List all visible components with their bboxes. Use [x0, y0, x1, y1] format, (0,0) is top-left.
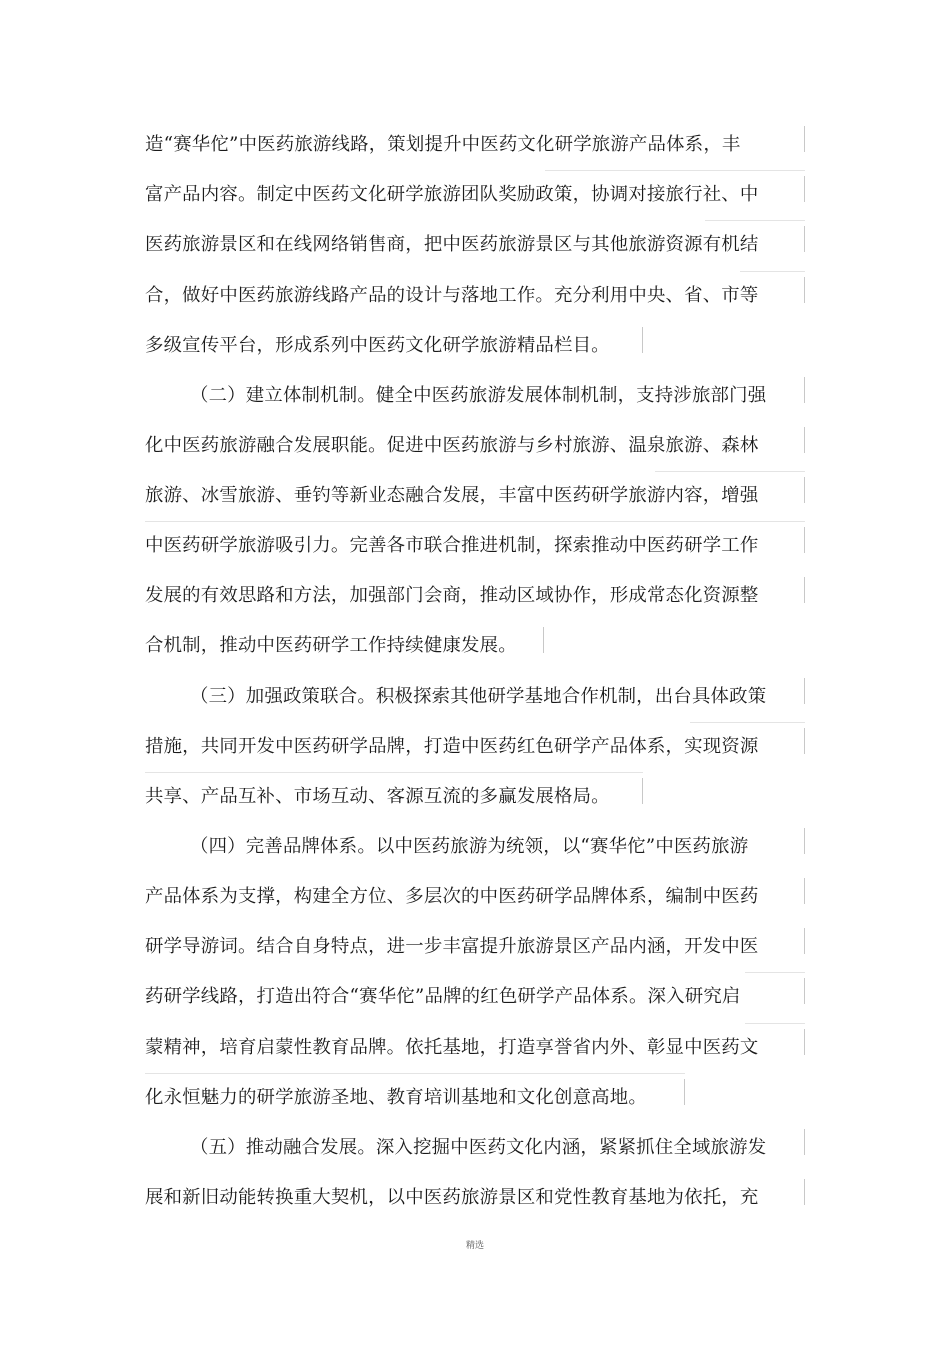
- table-border: [145, 1073, 685, 1074]
- table-border: [804, 226, 805, 252]
- table-border: [804, 1129, 805, 1155]
- table-border: [690, 722, 805, 723]
- page-footer-label: 精选: [465, 1241, 484, 1251]
- text-line: [145, 532, 805, 582]
- table-border: [804, 878, 805, 904]
- table-border: [804, 277, 805, 303]
- text-line: [145, 582, 805, 632]
- table-border: [740, 271, 805, 272]
- text-line: [145, 482, 805, 532]
- table-border: [804, 477, 805, 503]
- line-text: 多级宣传平台，形成系列中医药文化研学旅游精品栏目。: [145, 335, 610, 356]
- line-text: 展和新旧动能转换重大契机，以中医药旅游景区和党性教育基地为依托，充: [145, 1187, 759, 1208]
- paragraph-start-line: [145, 833, 805, 883]
- table-border: [705, 220, 805, 221]
- text-line: [145, 1084, 685, 1134]
- text-line: [145, 432, 805, 482]
- text-line: [145, 883, 805, 933]
- line-text: 蒙精神，培育启蒙性教育品牌。依托基地，打造享誉省内外、彰显中医药文: [145, 1037, 759, 1058]
- table-border: [804, 427, 805, 453]
- text-line: [145, 783, 643, 833]
- table-border: [545, 170, 805, 171]
- text-line: [145, 231, 805, 281]
- line-text: 研学导游词。结合自身特点，进一步丰富提升旅游景区产品内涵，开发中医: [145, 936, 759, 957]
- line-text: 中医药研学旅游吸引力。完善各市联合推进机制，探索推动中医药研学工作: [145, 535, 759, 556]
- table-border: [684, 1079, 685, 1105]
- line-text: （四）完善品牌体系。以中医药旅游为统领，以“赛华佗”中医药旅游: [190, 836, 749, 857]
- line-text: 医药旅游景区和在线网络销售商，把中医药旅游景区与其他旅游资源有机结: [145, 234, 759, 255]
- text-line: [145, 933, 805, 983]
- table-border: [655, 471, 805, 472]
- text-line: [145, 632, 544, 682]
- table-border: [543, 627, 544, 653]
- table-border: [804, 176, 805, 202]
- line-text: （五）推动融合发展。深入挖掘中医药文化内涵，紧紧抓住全域旅游发: [190, 1137, 767, 1158]
- text-line: [145, 282, 805, 332]
- paragraph-start-line: [145, 683, 805, 733]
- table-border: [804, 828, 805, 854]
- table-border: [804, 577, 805, 603]
- table-border: [804, 377, 805, 403]
- table-border: [642, 327, 643, 353]
- text-line: [145, 733, 805, 783]
- table-border: [745, 1023, 805, 1024]
- line-text: 造“赛华佗”中医药旅游线路，策划提升中医药文化研学旅游产品体系，丰: [145, 134, 741, 155]
- table-border: [804, 126, 805, 152]
- line-text: 化中医药旅游融合发展职能。促进中医药旅游与乡村旅游、温泉旅游、森林: [145, 435, 759, 456]
- table-border: [804, 978, 805, 1004]
- text-line: [145, 983, 805, 1033]
- paragraph-start-line: [145, 1134, 805, 1184]
- line-text: 旅游、冰雪旅游、垂钓等新业态融合发展，丰富中医药研学旅游内容，增强: [145, 485, 759, 506]
- table-border: [145, 521, 805, 522]
- table-border: [145, 772, 643, 773]
- table-border: [804, 1029, 805, 1055]
- text-line: [145, 332, 643, 382]
- line-text: 产品体系为支撑，构建全方位、多层次的中医药研学品牌体系，编制中医药: [145, 886, 759, 907]
- line-text: 化永恒魅力的研学旅游圣地、教育培训基地和文化创意高地。: [145, 1087, 647, 1108]
- text-line: [145, 1034, 805, 1084]
- line-text: （三）加强政策联合。积极探索其他研学基地合作机制，出台具体政策: [190, 686, 767, 707]
- line-text: （二）建立体制机制。健全中医药旅游发展体制机制，支持涉旅部门强: [190, 385, 767, 406]
- line-text: 合，做好中医药旅游线路产品的设计与落地工作。充分利用中央、省、市等: [145, 285, 759, 306]
- line-text: 发展的有效思路和方法，加强部门会商，推动区域协作，形成常态化资源整: [145, 585, 759, 606]
- paragraph-start-line: [145, 382, 805, 432]
- table-border: [804, 928, 805, 954]
- line-text: 药研学线路，打造出符合“赛华佗”品牌的红色研学产品体系。深入研究启: [145, 986, 741, 1007]
- text-line: [145, 181, 805, 231]
- table-border: [804, 728, 805, 754]
- line-text: 措施，共同开发中医药研学品牌，打造中医药红色研学产品体系，实现资源: [145, 736, 759, 757]
- table-border: [745, 972, 805, 973]
- text-line: [145, 131, 805, 181]
- line-text: 共享、产品互补、市场互动、客源互流的多赢发展格局。: [145, 786, 610, 807]
- table-border: [642, 778, 643, 804]
- table-border: [804, 527, 805, 553]
- line-text: 合机制，推动中医药研学工作持续健康发展。: [145, 635, 517, 656]
- table-border: [804, 678, 805, 704]
- line-text: 富产品内容。制定中医药文化研学旅游团队奖励政策，协调对接旅行社、中: [145, 184, 759, 205]
- text-line: [145, 1184, 805, 1234]
- table-border: [804, 1179, 805, 1205]
